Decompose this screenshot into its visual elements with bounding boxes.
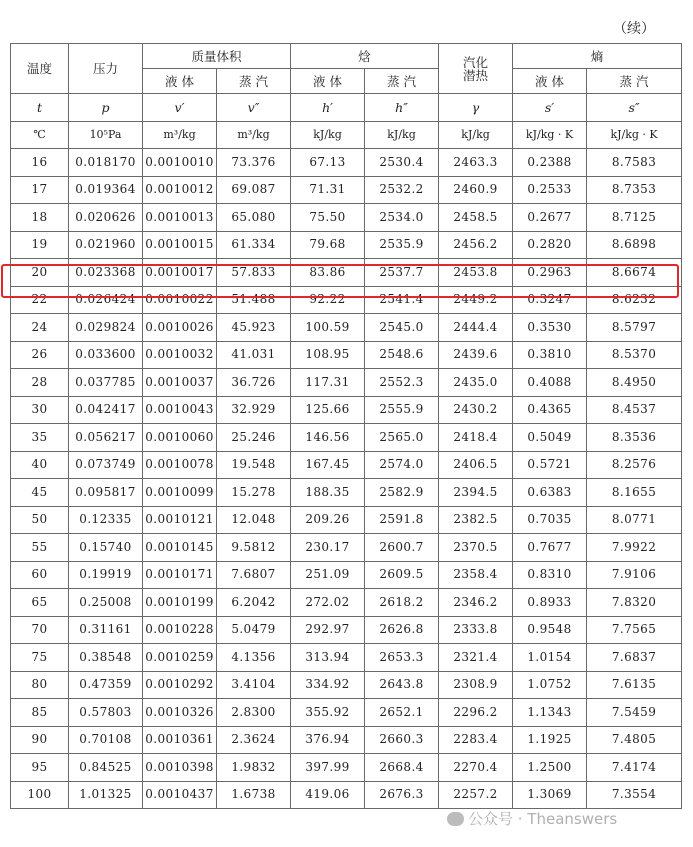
table-cell: 2591.8	[365, 506, 439, 534]
table-cell: 73.376	[217, 149, 291, 177]
table-cell: 18	[11, 204, 69, 232]
table-cell: 12.048	[217, 506, 291, 534]
table-cell: 2548.6	[365, 341, 439, 369]
table-cell: 32.929	[217, 396, 291, 424]
table-cell: 0.47359	[69, 671, 143, 699]
table-cell: 1.1343	[513, 699, 587, 727]
table-cell: 7.8320	[587, 589, 682, 617]
table-cell: 40	[11, 451, 69, 479]
table-cell: 0.023368	[69, 259, 143, 287]
table-cell: 26	[11, 341, 69, 369]
table-cell: 108.95	[291, 341, 365, 369]
table-cell: 0.0010043	[143, 396, 217, 424]
table-cell: 1.3069	[513, 781, 587, 809]
table-cell: 2382.5	[439, 506, 513, 534]
table-cell: 2270.4	[439, 754, 513, 782]
table-cell: 0.029824	[69, 314, 143, 342]
table-cell: 2257.2	[439, 781, 513, 809]
table-cell: 2.8300	[217, 699, 291, 727]
table-cell: 2609.5	[365, 561, 439, 589]
table-cell: 117.31	[291, 369, 365, 397]
table-cell: 8.7125	[587, 204, 682, 232]
table-cell: 0.0010326	[143, 699, 217, 727]
table-cell: 7.6135	[587, 671, 682, 699]
table-cell: 17	[11, 176, 69, 204]
table-cell: 0.0010199	[143, 589, 217, 617]
table-cell: 2582.9	[365, 479, 439, 507]
table-cell: 0.0010026	[143, 314, 217, 342]
pressure-header: 压力	[69, 44, 143, 94]
table-cell: 2652.1	[365, 699, 439, 727]
table-cell: 5.0479	[217, 616, 291, 644]
table-row	[11, 671, 682, 699]
table-cell: 188.35	[291, 479, 365, 507]
table-cell: 0.12335	[69, 506, 143, 534]
table-cell: 45	[11, 479, 69, 507]
table-cell: 0.0010060	[143, 424, 217, 452]
table-cell: 334.92	[291, 671, 365, 699]
table-cell: 25.246	[217, 424, 291, 452]
symbol-cell: v′	[143, 94, 217, 122]
table-cell: 71.31	[291, 176, 365, 204]
table-cell: 2463.3	[439, 149, 513, 177]
table-cell: 2358.4	[439, 561, 513, 589]
table-cell: 0.0010010	[143, 149, 217, 177]
table-cell: 57.833	[217, 259, 291, 287]
table-cell: 0.019364	[69, 176, 143, 204]
table-cell: 2430.2	[439, 396, 513, 424]
table-cell: 85	[11, 699, 69, 727]
table-cell: 67.13	[291, 149, 365, 177]
table-cell: 0.0010121	[143, 506, 217, 534]
table-cell: 2453.8	[439, 259, 513, 287]
enthalpy-header: 焓	[291, 44, 439, 69]
table-cell: 50	[11, 506, 69, 534]
table-cell: 0.0010361	[143, 726, 217, 754]
table-cell: 0.7035	[513, 506, 587, 534]
table-cell: 2541.4	[365, 286, 439, 314]
table-cell: 0.3530	[513, 314, 587, 342]
table-cell: 2283.4	[439, 726, 513, 754]
table-cell: 8.4950	[587, 369, 682, 397]
entropy-header: 熵	[513, 44, 682, 69]
table-cell: 16	[11, 149, 69, 177]
table-cell: 167.45	[291, 451, 365, 479]
table-cell: 397.99	[291, 754, 365, 782]
table-row	[11, 561, 682, 589]
table-cell: 0.0010292	[143, 671, 217, 699]
table-row	[11, 699, 682, 727]
table-cell: 419.06	[291, 781, 365, 809]
table-cell: 100.59	[291, 314, 365, 342]
table-cell: 9.5812	[217, 534, 291, 562]
table-cell: 2439.6	[439, 341, 513, 369]
table-cell: 0.57803	[69, 699, 143, 727]
table-cell: 0.9548	[513, 616, 587, 644]
table-cell: 8.1655	[587, 479, 682, 507]
table-cell: 2545.0	[365, 314, 439, 342]
table-cell: 95	[11, 754, 69, 782]
table-cell: 6.2042	[217, 589, 291, 617]
table-cell: 0.0010099	[143, 479, 217, 507]
unit-cell: kJ/kg · K	[587, 121, 682, 149]
table-row	[11, 506, 682, 534]
table-cell: 7.7565	[587, 616, 682, 644]
table-cell: 0.3810	[513, 341, 587, 369]
specific-volume-header: 质量体积	[143, 44, 291, 69]
table-row	[11, 286, 682, 314]
table-cell: 0.5049	[513, 424, 587, 452]
table-cell: 2406.5	[439, 451, 513, 479]
table-cell: 2532.2	[365, 176, 439, 204]
table-cell: 8.5797	[587, 314, 682, 342]
table-row	[11, 341, 682, 369]
table-cell: 2555.9	[365, 396, 439, 424]
symbol-cell: t	[11, 94, 69, 122]
table-cell: 0.8933	[513, 589, 587, 617]
volume-liquid-header: 液 体	[143, 69, 217, 94]
table-cell: 2460.9	[439, 176, 513, 204]
table-row	[11, 754, 682, 782]
enthalpy-vapor-header: 蒸 汽	[365, 69, 439, 94]
table-row	[11, 589, 682, 617]
watermark-text: 公众号 · Theanswers	[468, 810, 618, 828]
table-cell: 0.25008	[69, 589, 143, 617]
table-cell: 65.080	[217, 204, 291, 232]
table-cell: 7.9922	[587, 534, 682, 562]
table-cell: 8.6898	[587, 231, 682, 259]
unit-cell: kJ/kg	[365, 121, 439, 149]
table-cell: 0.0010228	[143, 616, 217, 644]
table-cell: 30	[11, 396, 69, 424]
table-cell: 0.38548	[69, 644, 143, 672]
table-cell: 2449.2	[439, 286, 513, 314]
table-cell: 125.66	[291, 396, 365, 424]
table-cell: 8.7583	[587, 149, 682, 177]
table-cell: 8.2576	[587, 451, 682, 479]
table-cell: 2537.7	[365, 259, 439, 287]
table-cell: 1.0154	[513, 644, 587, 672]
unit-cell: ℃	[11, 121, 69, 149]
table-cell: 0.0010032	[143, 341, 217, 369]
table-cell: 7.5459	[587, 699, 682, 727]
table-cell: 376.94	[291, 726, 365, 754]
table-cell: 0.2388	[513, 149, 587, 177]
table-cell: 2346.2	[439, 589, 513, 617]
table-row	[11, 204, 682, 232]
table-cell: 2574.0	[365, 451, 439, 479]
table-cell: 1.9832	[217, 754, 291, 782]
table-cell: 0.026424	[69, 286, 143, 314]
table-cell: 55	[11, 534, 69, 562]
table-cell: 92.22	[291, 286, 365, 314]
table-cell: 35	[11, 424, 69, 452]
table-cell: 0.0010437	[143, 781, 217, 809]
table-row	[11, 396, 682, 424]
table-cell: 2600.7	[365, 534, 439, 562]
continued-label: （续）	[613, 21, 655, 37]
table-cell: 7.9106	[587, 561, 682, 589]
entropy-liquid-header: 液 体	[513, 69, 587, 94]
table-cell: 7.4174	[587, 754, 682, 782]
unit-cell: 10⁵Pa	[69, 121, 143, 149]
table-cell: 22	[11, 286, 69, 314]
table-cell: 0.6383	[513, 479, 587, 507]
table-cell: 83.86	[291, 259, 365, 287]
table-cell: 0.0010013	[143, 204, 217, 232]
table-row	[11, 424, 682, 452]
table-cell: 2458.5	[439, 204, 513, 232]
table-cell: 0.31161	[69, 616, 143, 644]
watermark	[447, 808, 617, 829]
table-cell: 19.548	[217, 451, 291, 479]
header-row-1	[11, 44, 682, 69]
table-cell: 2643.8	[365, 671, 439, 699]
symbol-cell: γ	[439, 94, 513, 122]
table-body	[11, 149, 682, 809]
table-row	[11, 644, 682, 672]
table-cell: 0.0010078	[143, 451, 217, 479]
unit-cell: kJ/kg	[291, 121, 365, 149]
table-cell: 1.01325	[69, 781, 143, 809]
table-cell: 0.3247	[513, 286, 587, 314]
table-row	[11, 781, 682, 809]
table-cell: 1.1925	[513, 726, 587, 754]
table-cell: 2456.2	[439, 231, 513, 259]
table-cell: 2618.2	[365, 589, 439, 617]
wechat-icon	[447, 812, 464, 826]
table-cell: 2321.4	[439, 644, 513, 672]
table-cell: 0.15740	[69, 534, 143, 562]
table-cell: 251.09	[291, 561, 365, 589]
table-cell: 0.042417	[69, 396, 143, 424]
table-cell: 0.84525	[69, 754, 143, 782]
table-row	[11, 726, 682, 754]
table-cell: 0.0010022	[143, 286, 217, 314]
table-cell: 2668.4	[365, 754, 439, 782]
table-cell: 0.0010259	[143, 644, 217, 672]
table-cell: 0.70108	[69, 726, 143, 754]
table-cell: 0.0010037	[143, 369, 217, 397]
table-row	[11, 451, 682, 479]
table-cell: 2435.0	[439, 369, 513, 397]
table-cell: 0.0010171	[143, 561, 217, 589]
symbol-cell: h″	[365, 94, 439, 122]
table-cell: 2394.5	[439, 479, 513, 507]
table-cell: 28	[11, 369, 69, 397]
table-cell: 8.4537	[587, 396, 682, 424]
unit-row	[11, 121, 682, 149]
table-cell: 2535.9	[365, 231, 439, 259]
table-cell: 20	[11, 259, 69, 287]
steam-table	[10, 43, 682, 809]
table-cell: 69.087	[217, 176, 291, 204]
table-cell: 2308.9	[439, 671, 513, 699]
table-cell: 24	[11, 314, 69, 342]
table-cell: 209.26	[291, 506, 365, 534]
table-cell: 70	[11, 616, 69, 644]
table-cell: 0.0010012	[143, 176, 217, 204]
table-row	[11, 534, 682, 562]
table-cell: 75.50	[291, 204, 365, 232]
unit-cell: m³/kg	[217, 121, 291, 149]
table-cell: 0.4365	[513, 396, 587, 424]
table-cell: 8.7353	[587, 176, 682, 204]
table-cell: 8.0771	[587, 506, 682, 534]
unit-cell: kJ/kg	[439, 121, 513, 149]
symbol-row	[11, 94, 682, 122]
table-row	[11, 616, 682, 644]
table-cell: 36.726	[217, 369, 291, 397]
symbol-cell: s″	[587, 94, 682, 122]
table-cell: 0.021960	[69, 231, 143, 259]
table-cell: 8.6674	[587, 259, 682, 287]
table-cell: 90	[11, 726, 69, 754]
table-cell: 100	[11, 781, 69, 809]
table-cell: 2418.4	[439, 424, 513, 452]
table-cell: 0.0010398	[143, 754, 217, 782]
table-cell: 15.278	[217, 479, 291, 507]
table-cell: 2565.0	[365, 424, 439, 452]
table-cell: 8.6232	[587, 286, 682, 314]
table-cell: 2676.3	[365, 781, 439, 809]
table-cell: 0.033600	[69, 341, 143, 369]
table-cell: 0.7677	[513, 534, 587, 562]
table-row	[11, 314, 682, 342]
table-cell: 8.5370	[587, 341, 682, 369]
table-cell: 80	[11, 671, 69, 699]
latent-heat-header: 汽化 潜热	[439, 44, 513, 94]
table-cell: 0.19919	[69, 561, 143, 589]
table-cell: 45.923	[217, 314, 291, 342]
table-cell: 61.334	[217, 231, 291, 259]
table-cell: 8.3536	[587, 424, 682, 452]
table-cell: 0.5721	[513, 451, 587, 479]
table-cell: 0.4088	[513, 369, 587, 397]
table-cell: 0.020626	[69, 204, 143, 232]
table-cell: 2653.3	[365, 644, 439, 672]
table-cell: 51.488	[217, 286, 291, 314]
table-cell: 60	[11, 561, 69, 589]
table-cell: 19	[11, 231, 69, 259]
enthalpy-liquid-header: 液 体	[291, 69, 365, 94]
table-cell: 230.17	[291, 534, 365, 562]
table-cell: 79.68	[291, 231, 365, 259]
symbol-cell: s′	[513, 94, 587, 122]
table-cell: 0.056217	[69, 424, 143, 452]
table-cell: 2333.8	[439, 616, 513, 644]
unit-cell: m³/kg	[143, 121, 217, 149]
table-cell: 0.8310	[513, 561, 587, 589]
table-cell: 1.6738	[217, 781, 291, 809]
table-cell: 0.037785	[69, 369, 143, 397]
table-cell: 0.095817	[69, 479, 143, 507]
table-cell: 0.018170	[69, 149, 143, 177]
unit-cell: kJ/kg · K	[513, 121, 587, 149]
symbol-cell: h′	[291, 94, 365, 122]
table-row	[11, 259, 682, 287]
table-row	[11, 479, 682, 507]
table-row	[11, 369, 682, 397]
table-cell: 1.2500	[513, 754, 587, 782]
table-row	[11, 149, 682, 177]
table-cell: 41.031	[217, 341, 291, 369]
table-cell: 2552.3	[365, 369, 439, 397]
symbol-cell: p	[69, 94, 143, 122]
table-cell: 313.94	[291, 644, 365, 672]
table-cell: 0.2820	[513, 231, 587, 259]
table-cell: 0.2677	[513, 204, 587, 232]
table-cell: 272.02	[291, 589, 365, 617]
table-cell: 292.97	[291, 616, 365, 644]
volume-vapor-header: 蒸 汽	[217, 69, 291, 94]
table-cell: 7.6837	[587, 644, 682, 672]
table-cell: 3.4104	[217, 671, 291, 699]
table-cell: 2530.4	[365, 149, 439, 177]
temperature-header: 温度	[11, 44, 69, 94]
table-cell: 0.0010145	[143, 534, 217, 562]
entropy-vapor-header: 蒸 汽	[587, 69, 682, 94]
table-cell: 0.2533	[513, 176, 587, 204]
table-cell: 0.073749	[69, 451, 143, 479]
table-cell: 2660.3	[365, 726, 439, 754]
table-cell: 0.0010015	[143, 231, 217, 259]
table-row	[11, 176, 682, 204]
table-cell: 4.1356	[217, 644, 291, 672]
table-cell: 1.0752	[513, 671, 587, 699]
table-cell: 2444.4	[439, 314, 513, 342]
table-cell: 7.3554	[587, 781, 682, 809]
table-cell: 2370.5	[439, 534, 513, 562]
table-cell: 7.6807	[217, 561, 291, 589]
table-cell: 0.2963	[513, 259, 587, 287]
table-cell: 2.3624	[217, 726, 291, 754]
table-cell: 146.56	[291, 424, 365, 452]
table-row	[11, 231, 682, 259]
table-cell: 0.0010017	[143, 259, 217, 287]
table-cell: 2296.2	[439, 699, 513, 727]
table-cell: 2626.8	[365, 616, 439, 644]
table-cell: 355.92	[291, 699, 365, 727]
table-cell: 75	[11, 644, 69, 672]
symbol-cell: v″	[217, 94, 291, 122]
table-cell: 2534.0	[365, 204, 439, 232]
table-cell: 65	[11, 589, 69, 617]
table-cell: 7.4805	[587, 726, 682, 754]
